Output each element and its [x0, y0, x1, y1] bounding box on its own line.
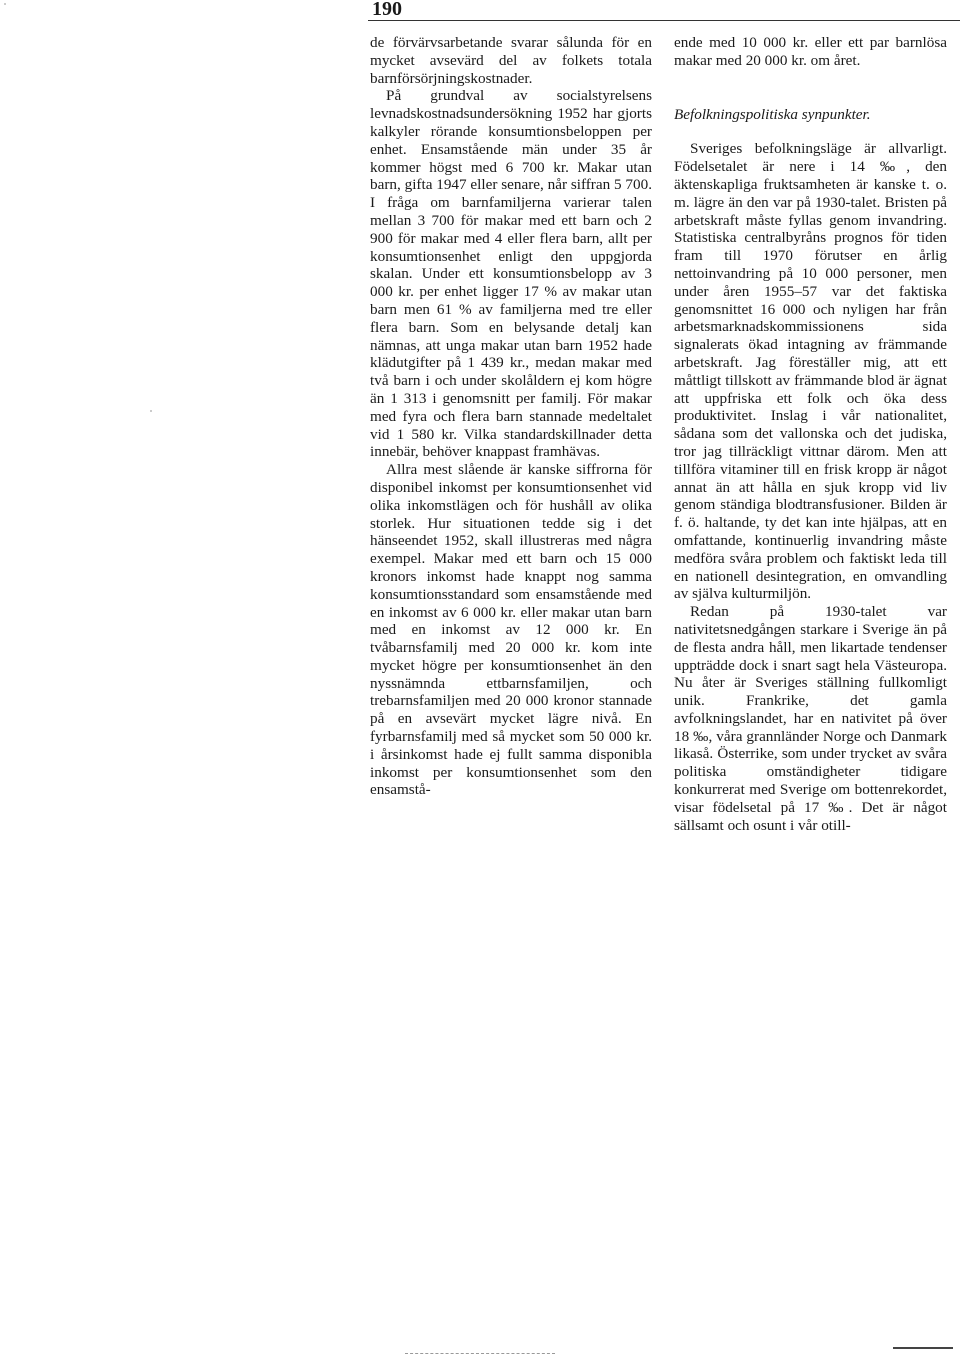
scan-speck: [4, 3, 6, 5]
page-number: 190: [372, 0, 402, 20]
paragraph: de förvärvsarbetande svarar sålunda för en mycket avsevärd del av folkets totala barnförsörjningskostnader.: [370, 34, 652, 87]
paragraph: ende med 10 000 kr. eller ett par barnlösa makar med 20 000 kr. om året.: [674, 34, 947, 69]
paragraph: Redan på 1930-talet var nativitetsnedgången starkare i Sverige än på de flesta andra håll, men likartade tendenser uppträdde dock i snart sagt hela Västeuropa. Nu åter är Sveriges ställning fullkomligt unik. Frankrike, det gamla avfolkningslandet, har en nativitet på över 18 ‰, våra grannländer Norge och Danmark likaså. Österrike, som under trycket av svåra politiska omständigheter tidigare konkurrerat med Sverige om bottenrekordet, visar födelsetal på 17 ‰. Det är något sällsamt och osunt i vår otill-: [674, 603, 947, 834]
scan-speck: [150, 410, 152, 412]
right-column: [674, 34, 947, 834]
paragraph: Allra mest slående är kanske siffrorna för disponibel inkomst per konsumtionsenhet vid olika inkomstlägen och för hushåll av olika storlek. Hur situationen tedde sig i det hänseendet 1952, skall illustreras med några exempel. Makar med ett barn och 15 000 kronors inkomst hade knappt nog samma konsumtionsstandard som ensamstående med en inkomst av 6 000 kr. eller makar utan barn med en inkomst av 12 000 kr. En tvåbarnsfamilj med 20 000 kr. kom inte mycket högre per konsumtionsenhet än den nyssnämnda ettbarnsfamiljen, och trebarnsfamiljen med 20 000 kronor stannade på en avsevärt mycket lägre nivå. En fyrbarnsfamilj med så mycket som 50 000 kr. i årsinkomst hade ej fullt samma disponibla inkomst per konsumtionsenhet som den ensamstå-: [370, 461, 652, 799]
left-column: [370, 34, 652, 799]
paragraph: Sveriges befolkningsläge är allvarligt. Födelsetalet är nere i 14 ‰, den äktenskapliga fruktsamheten är kanske t. o. m. lägre än den var på 1930-talet. Bristen på arbetskraft måste fyllas genom invandring. Statistiska centralbyråns prognos för tiden fram till 1970 förutser en årlig nettoinvandring på 10 000 personer, men under åren 1955–57 var det faktiska genomsnittet 16 000 och nyligen har från arbetsmarknadskommissionens sida signalerats ökad intagning av främmande arbetskraft. Jag föreställer mig, att ett måttligt tillskott av främmande blod är ägnat att uppfriska ett folk och öka dess produktivitet. Inslag i vår nationalitet, sådana som det vallonska och det judiska, tror jag tillräckligt vittnar därom. Men att tillföra vitaminer till en frisk kropp är något annat än att hålla en sjuk kropp vid liv genom ständiga blodtransfusioner. Bilden är f. ö. haltande, ty det kan inte hjälpas, att en omfattande, kontinuerlig invandring måste medföra svåra problem och faktiskt leda till en nationell desintegration, en omvandling av själva kulturmiljön.: [674, 140, 947, 603]
section-heading: Befolkningspolitiska synpunkter.: [674, 105, 871, 123]
header-rule: [368, 20, 960, 21]
scan-artifact-line: [405, 1353, 555, 1354]
paragraph: På grundval av socialstyrelsens levnadskostnadsundersökning 1952 har gjorts kalkyler rörande konsumtionsbeloppen per enhet. Ensamstående män under 35 år kommer högst med 6 700 kr. Makar utan barn, gifta 1947 eller senare, når siffran 5 700. I fråga om barnfamiljerna varierar talen mellan 3 700 för makar med ett barn och 2 900 för makar med 4 eller flera barn, allt per konsumtionsenhet enligt den uppgjorda skalan. Under ett konsumtionsbelopp av 3 000 kr. per enhet ligger 17 % av makar utan barn men 61 % av familjerna med tre eller flera barn. Som en belysande detalj kan nämnas, att unga makar utan barn 1952 hade klädutgifter på 1 439 kr., medan makar med två barn i och under skolåldern ej kom högre än 1 313 i genomsnitt per familj. För makar med fyra och flera barn stannade medeltalet vid 1 580 kr. Vilka standardskillnader detta innebär, behöver knappast framhävas.: [370, 87, 652, 461]
scan-artifact-line: [893, 1347, 953, 1349]
